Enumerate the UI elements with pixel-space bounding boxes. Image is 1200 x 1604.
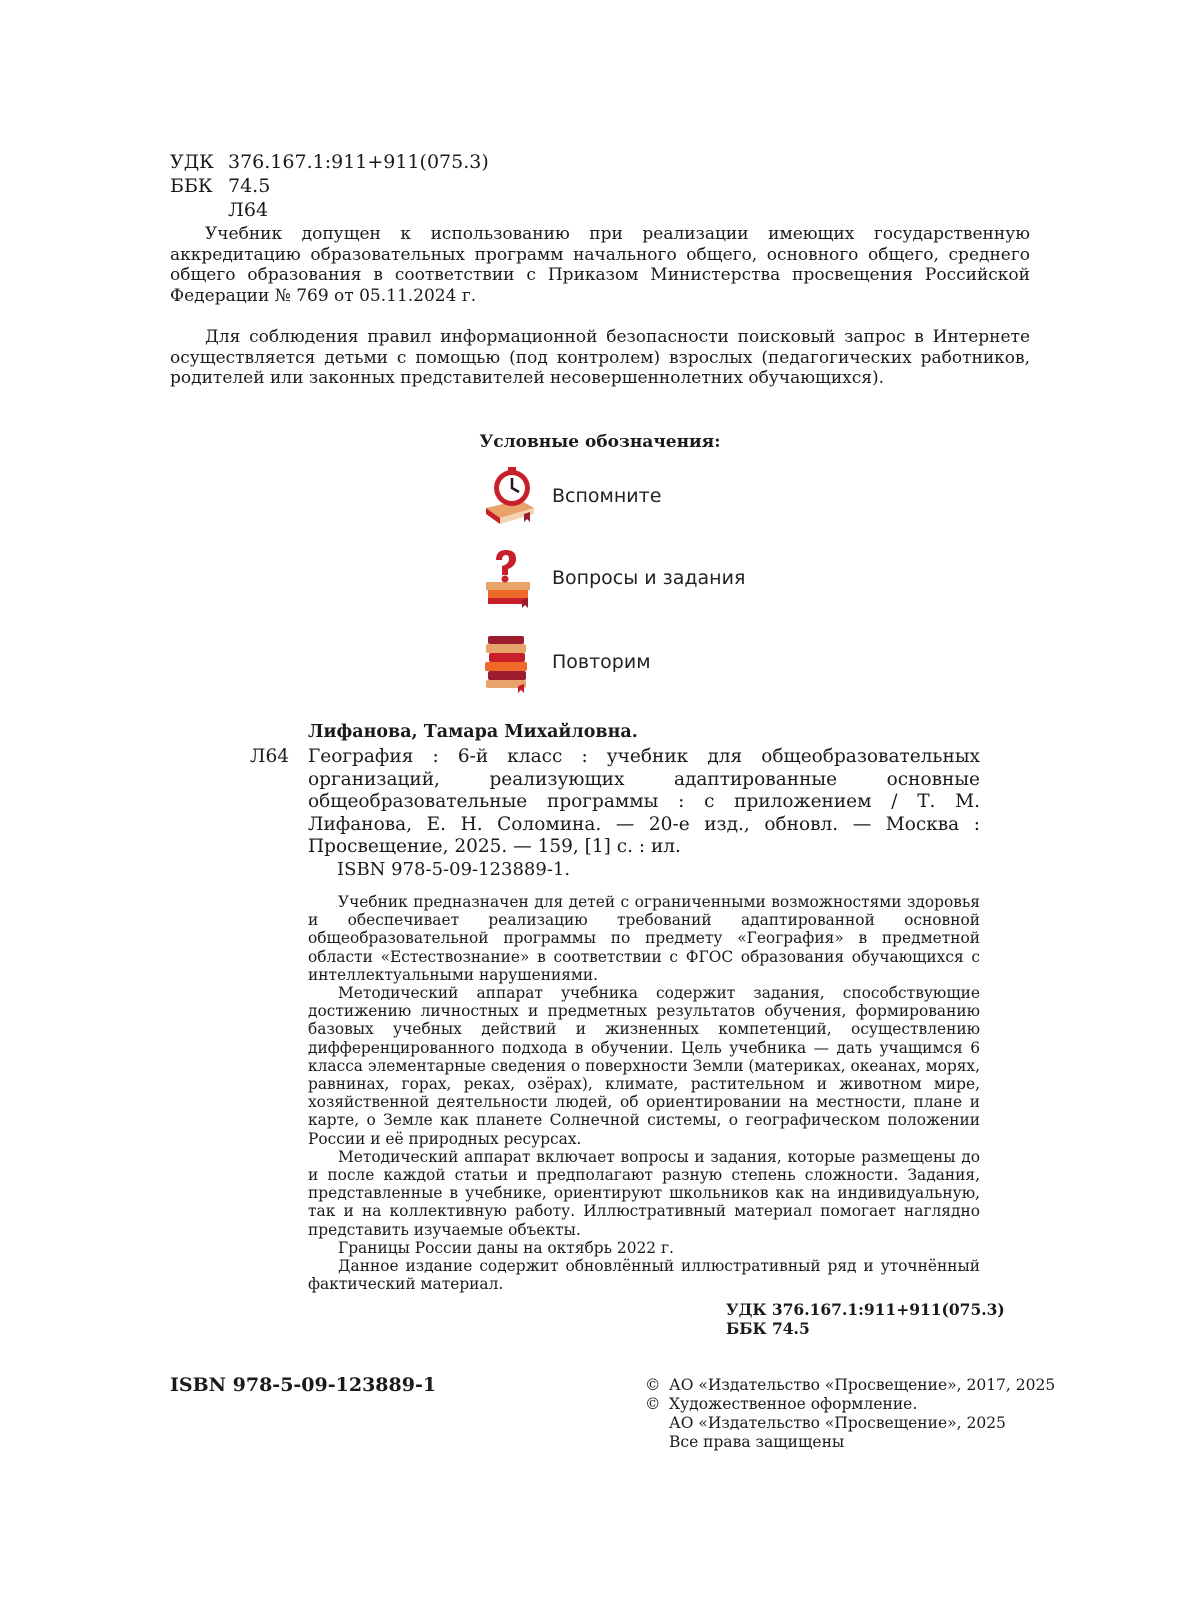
annotation-paragraph: Методический аппарат учебника содержит задания, способствующие достижению личностных и предметных результатов обучения, формированию базовых учебных действий и жизненных компетенций, осуществлению дифференцированного подхода в обучении. Цель учебника — дать учащимся 6 класса элементарные сведения о поверхности Земли (материках, океанах, морях, равнинах, горах, реках, озёрах), климате, растительном и животном мире, хозяйственной деятельности людей, об ориентировании на местности, плане и карте, о Земле как планете Солнечной системы, о географическом положении России и её природных ресурсах. bbox=[308, 984, 980, 1148]
legend-label-questions: Вопросы и задания bbox=[552, 567, 746, 589]
legend-item-repeat bbox=[480, 630, 651, 694]
copyright-publisher: АО «Издательство «Просвещение», 2017, 2025 bbox=[669, 1376, 1056, 1394]
stack-of-books-icon bbox=[480, 630, 540, 694]
bbk-row bbox=[170, 174, 489, 198]
safety-paragraph: Для соблюдения правил информационной безопасности поисковый запрос в Интернете осуществляется детьми с помощью (под контролем) взрослых (педагогических работников, родителей или законных представителей несовершеннолетних обучающихся). bbox=[170, 327, 1030, 388]
annotation-paragraph: Методический аппарат включает вопросы и задания, которые размещены до и после каждой статьи и предполагают разную степень сложности. Задания, представленные в учебнике, ориентируют школьников как на индивидуальную, так и на коллективную работу. Иллюстративный материал помогает наглядно представить изучаемые объекты. bbox=[308, 1147, 980, 1239]
clock-on-book-icon bbox=[480, 464, 540, 528]
bbk-label: ББК bbox=[170, 175, 213, 197]
annotation-paragraph: Данное издание содержит обновлённый иллюстративный ряд и уточнённый фактический материал. bbox=[308, 1257, 980, 1294]
udk-value: 376.167.1:911+911(075.3) bbox=[228, 151, 489, 173]
legend-title: Условные обозначения: bbox=[479, 432, 721, 452]
copyright-design: Художественное оформление. bbox=[669, 1395, 918, 1413]
footer-isbn: ISBN 978-5-09-123889-1 bbox=[170, 1374, 437, 1396]
card-isbn: ISBN 978-5-09-123889-1. bbox=[337, 859, 571, 880]
annotation-paragraph: Учебник предназначен для детей с ограниченными возможностями здоровья и обеспечивает реализацию требований адаптированной основной общеобразовательной программы по предмету «География» в предметной области «Естествознание» в соответствии с ФГОС образования обучающихся с интеллектуальными нарушениями. bbox=[308, 893, 980, 984]
annotation bbox=[308, 893, 980, 1293]
author-code: Л64 bbox=[228, 199, 269, 221]
legend-item-questions bbox=[480, 546, 745, 610]
udk-row bbox=[170, 150, 489, 174]
question-mark-on-books-icon bbox=[480, 546, 540, 610]
bbk-value: 74.5 bbox=[228, 175, 271, 197]
copyright-symbol: © bbox=[645, 1376, 661, 1394]
classification-codes bbox=[170, 150, 489, 222]
author-code-row bbox=[170, 198, 489, 222]
annotation-udk: УДК 376.167.1:911+911(075.3) bbox=[726, 1300, 1005, 1319]
annotation-paragraph: Границы России даны на октябрь 2022 г. bbox=[338, 1238, 674, 1257]
copyright-design-publisher: АО «Издательство «Просвещение», 2025 bbox=[669, 1414, 1006, 1432]
rights-reserved: Все права защищены bbox=[669, 1433, 845, 1451]
annotation-codes bbox=[726, 1300, 1005, 1338]
author-name: Лифанова, Тамара Михайловна. bbox=[308, 722, 638, 742]
annotation-bbk: ББК 74.5 bbox=[726, 1319, 810, 1338]
copyright-block bbox=[645, 1376, 1055, 1452]
card-author-code: Л64 bbox=[250, 746, 289, 767]
copyright-symbol: © bbox=[645, 1395, 661, 1413]
udk-label: УДК bbox=[170, 151, 214, 173]
legend-label-repeat: Повторим bbox=[552, 651, 651, 673]
legend-item-remember bbox=[480, 464, 661, 528]
book-description: География : 6-й класс : учебник для общеобразовательных организаций, реализующих адаптированные основные общеобразовательные программы : с приложением / Т. М. Лифанова, Е. Н. Соломина. — 20-е изд., обновл. — Москва : Просвещение, 2025. — 159, [1] с. : ил. bbox=[308, 746, 980, 858]
legend-label-remember: Вспомните bbox=[552, 485, 662, 507]
approval-paragraph: Учебник допущен к использованию при реализации имеющих государственную аккредитацию образовательных программ начального общего, основного общего, среднего общего образования в соответствии с Приказом Министерства просвещения Российской Федерации № 769 от 05.11.2024 г. bbox=[170, 224, 1030, 306]
